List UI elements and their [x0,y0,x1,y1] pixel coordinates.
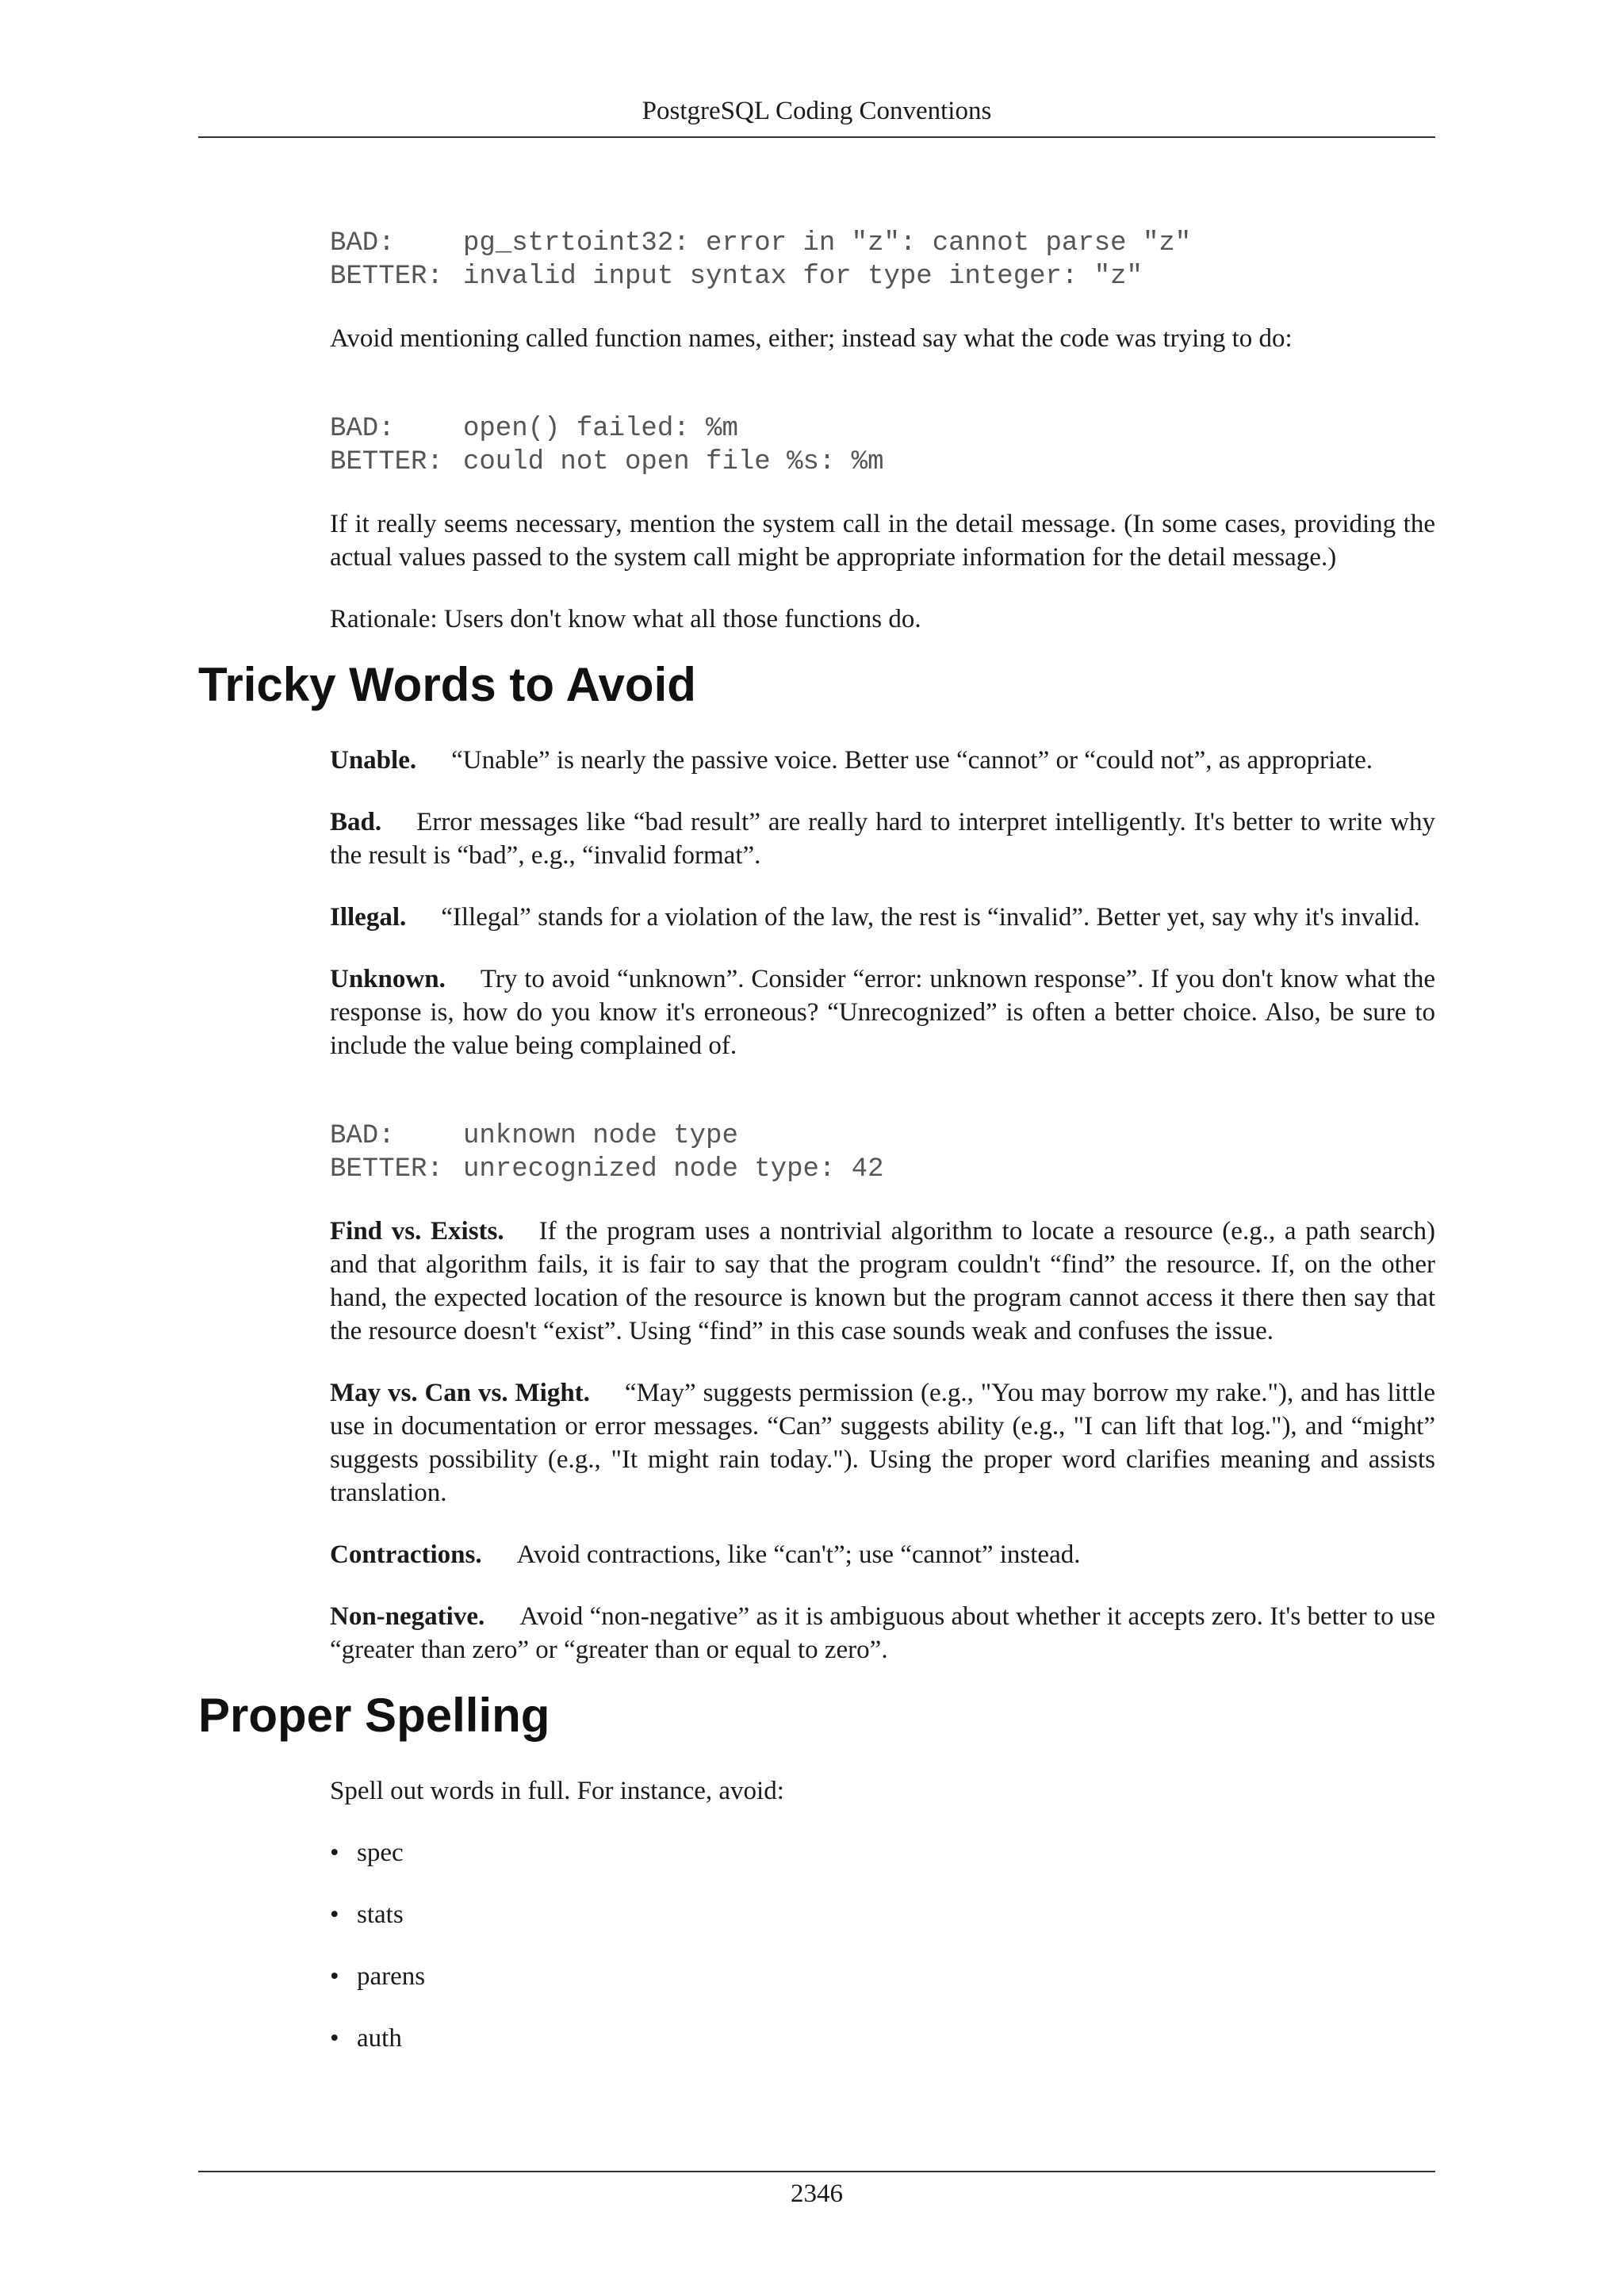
term-label: Unknown. [330,965,446,993]
page-body [198,227,1436,2055]
footer-rule [198,2171,1435,2172]
term-contractions [330,1538,1435,1571]
code-label: BAD: [330,414,395,444]
code-line [330,260,1435,293]
term-bad [330,806,1435,872]
section-heading-proper-spelling: Proper Spelling [198,1689,550,1742]
code-text: unknown node type [463,1121,738,1151]
list-item: • auth [330,2022,1435,2055]
code-line [330,412,1435,446]
code-label: BAD: [330,1121,395,1151]
paragraph-spell-out: Spell out words in full. For instance, avoid: [330,1777,784,1805]
term-find-vs-exists [330,1215,1435,1348]
term-label: Find vs. Exists. [330,1217,504,1246]
term-label: Non-negative. [330,1602,485,1631]
code-text: pg_strtoint32: error in "z": cannot parse "z" [463,228,1192,258]
term-text: Try to avoid “unknown”. Consider “error: unknown response”. If you don't know what the response is, how do you know it's erroneous? “Unrecognized” is often a better choice. Also, be sure to include the value being complained of. [330,965,1435,1060]
code-line [330,227,1435,260]
term-text: “Unable” is nearly the passive voice. Better use “cannot” or “could not”, as appropriate. [451,746,1373,775]
code-example-1 [330,227,1435,293]
avoid-words-list [330,1836,1435,2055]
code-example-3 [330,1119,1435,1186]
list-item: • stats [330,1898,1435,1931]
term-label: May vs. Can vs. Might. [330,1379,590,1407]
code-text: could not open file %s: %m [463,447,884,477]
term-label: Unable. [330,746,417,775]
term-non-negative [330,1600,1435,1667]
term-unknown [330,962,1435,1062]
code-text: invalid input syntax for type integer: "z" [463,262,1143,292]
term-text: “May” suggests permission (e.g., "You may borrow my rake."), and has little use in documentation or error messages. “Can” suggests ability (e.g., "I can lift that log."), and “might” suggests possibility (e.g., "It might rain today."). Using the proper word clarifies meaning and assists translation. [330,1379,1436,1507]
paragraph-avoid-function-names: Avoid mentioning called function names, either; instead say what the code was trying to do: [330,324,1293,353]
paragraph-rationale: Rationale: Users don't know what all those functions do. [330,605,921,633]
paragraph-system-call: If it really seems necessary, mention the system call in the detail message. (In some cases, providing the actual values passed to the system call might be appropriate information for the detail message.) [330,510,1435,572]
term-text: Avoid “non-negative” as it is ambiguous about whether it accepts zero. It's better to use “greater than zero” or “greater than or equal to zero”. [330,1602,1435,1664]
term-illegal [330,901,1435,934]
code-label: BETTER: [330,447,443,477]
page-number: 2346 [791,2179,843,2208]
term-label: Contractions. [330,1540,482,1569]
code-label: BETTER: [330,262,443,292]
term-unable [330,744,1435,777]
list-item: • parens [330,1960,1435,1993]
code-label: BAD: [330,228,395,258]
code-example-2 [330,412,1435,479]
code-text: open() failed: %m [463,414,738,444]
code-line [330,1153,1435,1186]
term-text: If the program uses a nontrivial algorithm to locate a resource (e.g., a path search) and that algorithm fails, it is fair to say that the program couldn't “find” the resource. If, on the other hand, the expected location of the resource is known but the program cannot access it there then say that the resource doesn't “exist”. Using “find” in this case sounds weak and confuses the issue. [330,1217,1435,1345]
code-label: BETTER: [330,1154,443,1184]
term-text: “Illegal” stands for a violation of the law, the rest is “invalid”. Better yet, say why it's invalid. [441,903,1420,932]
term-label: Illegal. [330,903,407,932]
code-line [330,446,1435,479]
term-label: Bad. [330,808,382,836]
header-rule [198,136,1435,138]
term-text: Error messages like “bad result” are really hard to interpret intelligently. It's better to write why the result is “bad”, e.g., “invalid format”. [330,808,1435,870]
term-text: Avoid contractions, like “can't”; use “cannot” instead. [516,1540,1081,1569]
term-may-can-might [330,1376,1435,1510]
code-text: unrecognized node type: 42 [463,1154,884,1184]
running-header: PostgreSQL Coding Conventions [642,97,992,125]
code-line [330,1119,1435,1153]
section-heading-tricky-words: Tricky Words to Avoid [198,658,696,711]
list-item: • spec [330,1836,1435,1869]
